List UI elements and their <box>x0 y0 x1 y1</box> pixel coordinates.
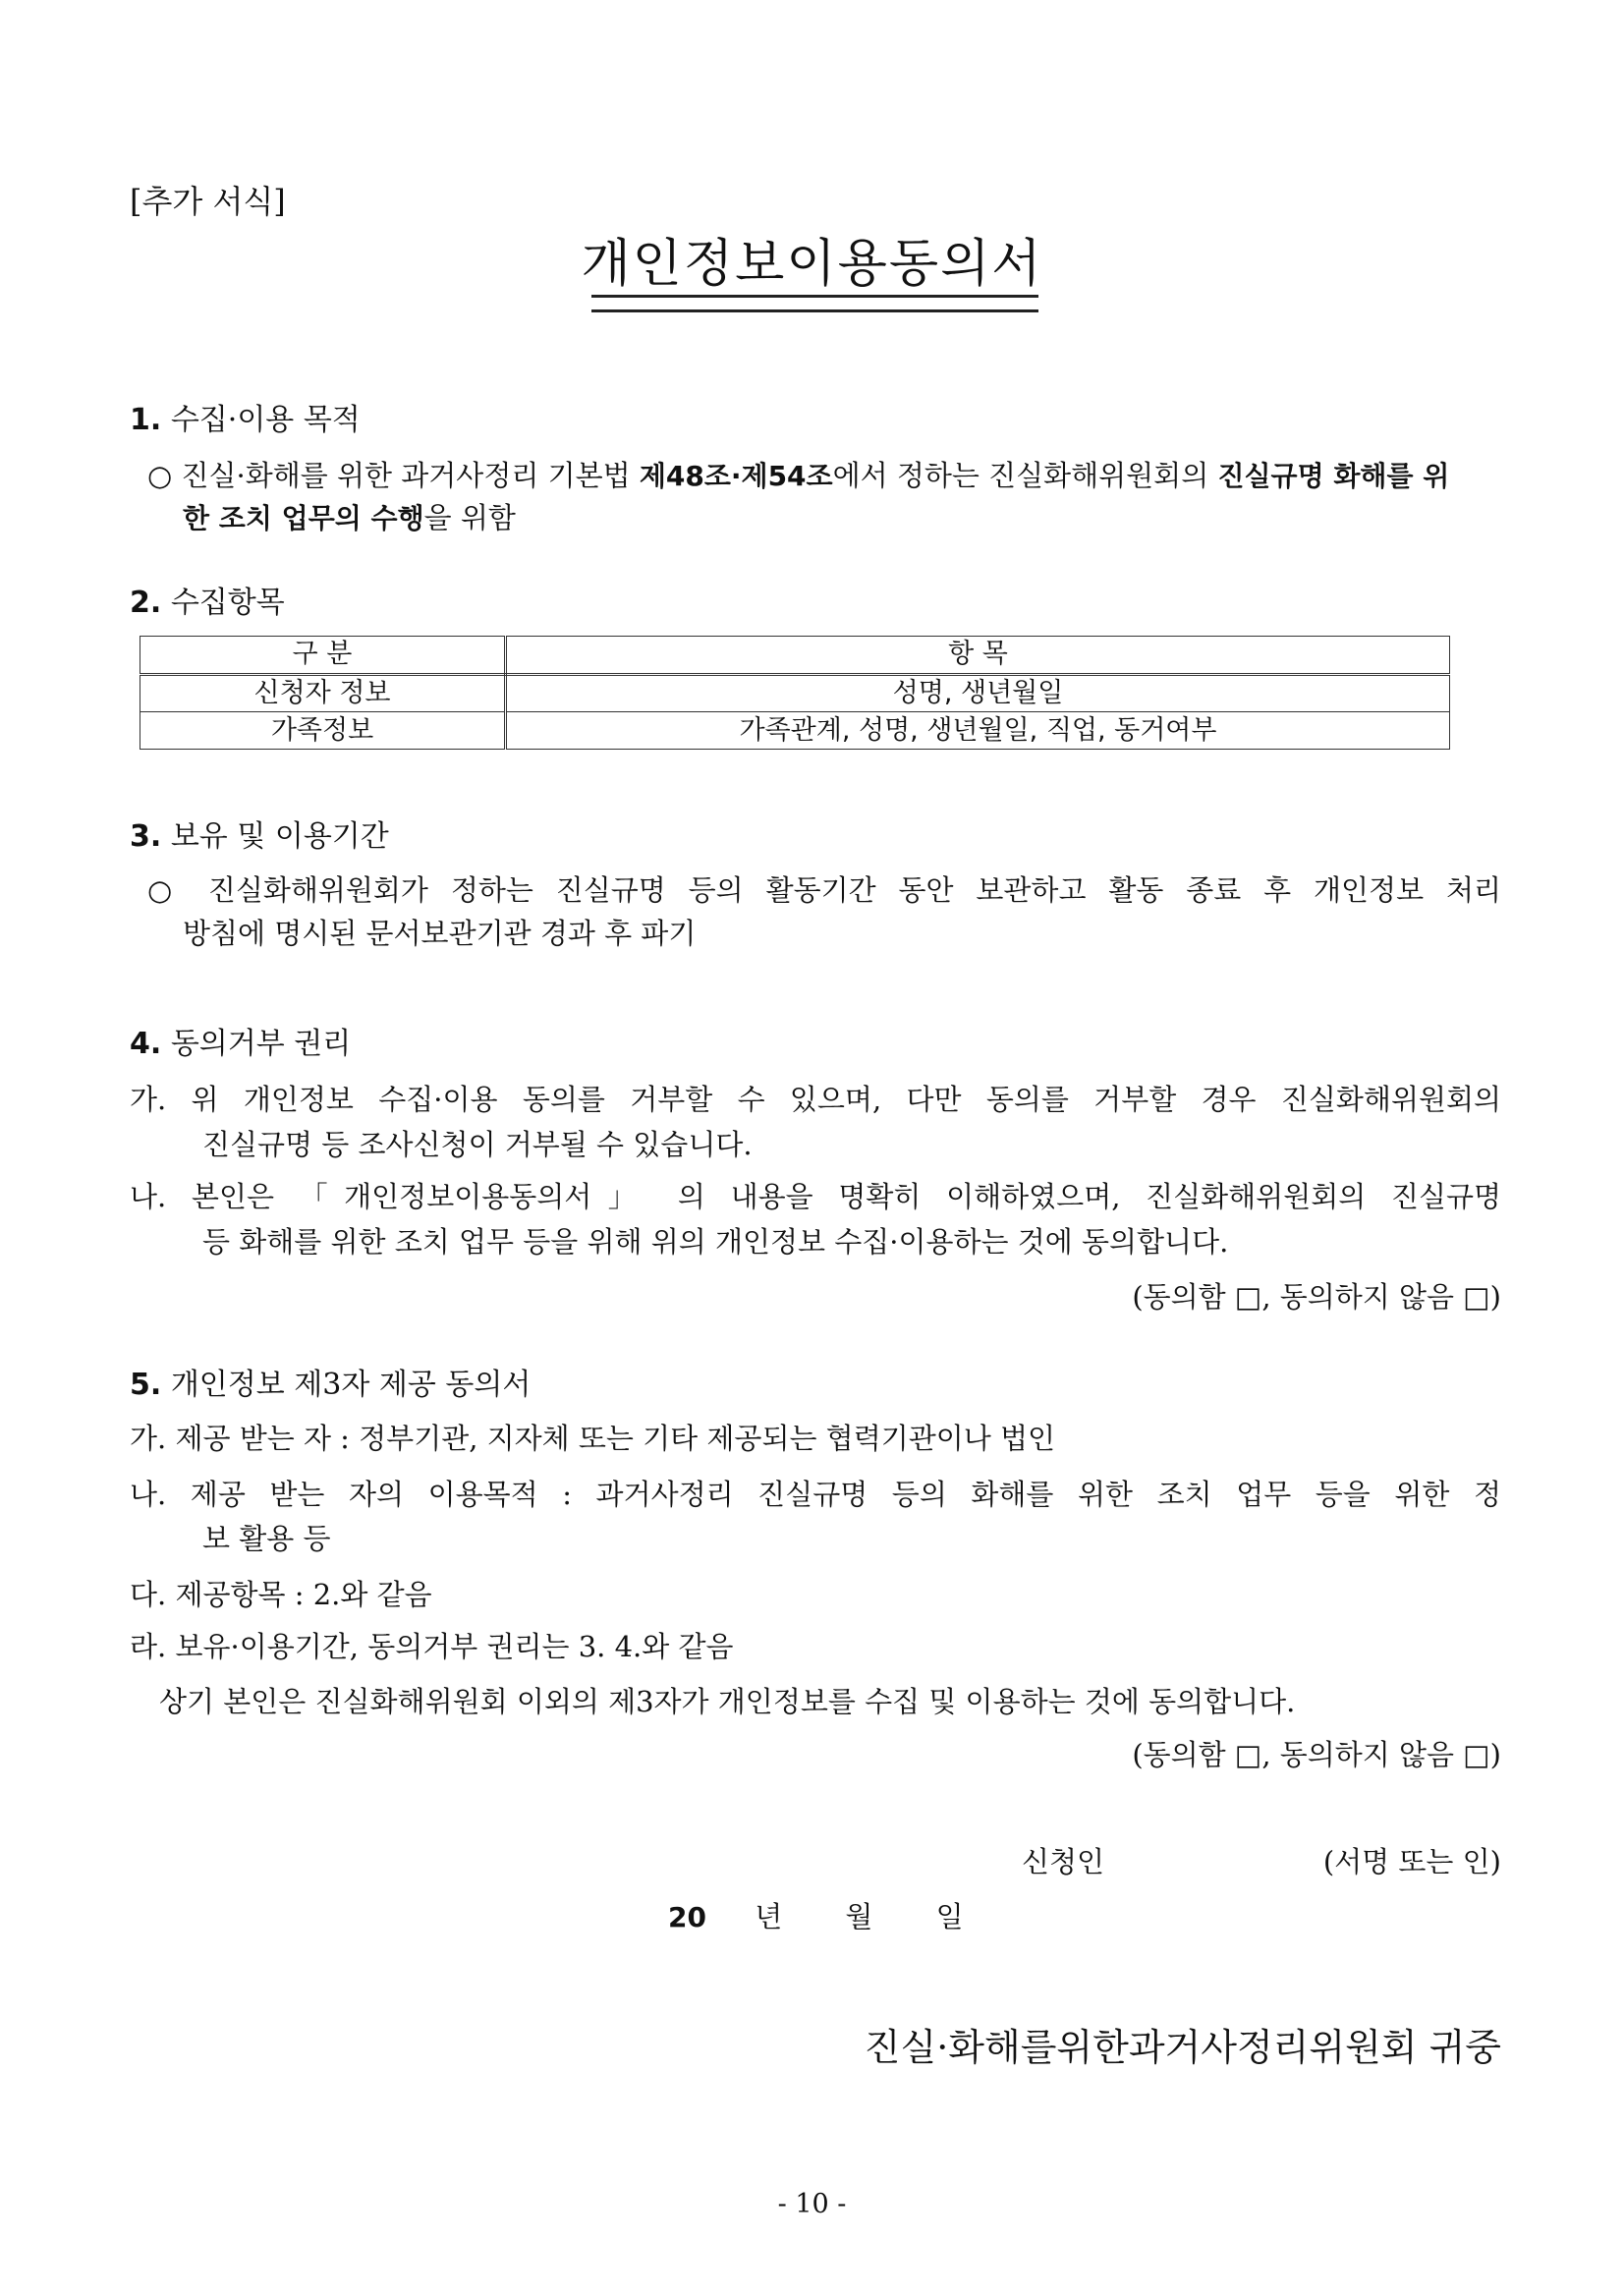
date-line <box>668 1895 964 1935</box>
section-4-item-ga-line-2: 진실규명 등 조사신청이 거부될 수 있습니다. <box>202 1128 753 1161</box>
date-month-unit: 월 <box>845 1900 873 1933</box>
purpose-bold-1: 진실규명 화해를 위 <box>1217 460 1450 492</box>
section-number: 5. <box>130 1368 162 1402</box>
section-title: 수집항목 <box>170 586 285 620</box>
section-title: 동의거부 권리 <box>170 1027 352 1061</box>
section-3-heading <box>130 812 389 855</box>
section-1-heading <box>130 395 361 438</box>
document-title: 개인정보이용동의서 <box>581 235 1043 294</box>
section-4-item-ga-line-1: 가. 위 개인정보 수집·이용 동의를 거부할 수 있으며, 다만 동의를 거부할 경우 진실화해위원회의 <box>130 1083 1501 1116</box>
section-5-heading <box>130 1360 531 1403</box>
section-5-item-na-line-1: 나. 제공 받는 자의 이용목적 : 과거사정리 진실규명 등의 화해를 위한 조치 업무 등을 위한 정 <box>130 1478 1501 1511</box>
section-1-line-2: 한 조치 업무의 수행을 위함 <box>183 501 516 534</box>
section-number: 4. <box>130 1027 162 1061</box>
recipient-line: 진실·화해를위한과거사정리위원회 귀중 <box>864 2026 1501 2069</box>
section-1-line-1: ○ 진실·화해를 위한 과거사정리 기본법 제48조·제54조에서 정하는 진실화해위원회의 진실규명 화해를 위 <box>147 459 1450 492</box>
law-articles: 제48조·제54조 <box>639 460 833 492</box>
title-double-underline <box>591 295 1038 312</box>
applicant-label: 신청인 <box>1022 1845 1105 1878</box>
section-5-item-na-line-2: 보 활용 등 <box>202 1522 331 1555</box>
section-3-line-1: ○ 진실화해위원회가 정하는 진실규명 등의 활동기간 동안 보관하고 활동 종료 후 개인정보 처리 <box>147 873 1501 907</box>
section-5-item-ra: 라. 보유·이용기간, 동의거부 권리는 3. 4.와 같음 <box>130 1630 734 1663</box>
page-number: - 10 - <box>777 2189 847 2219</box>
section-number: 2. <box>130 586 162 620</box>
table-cell: 성명, 생년월일 <box>506 674 1450 712</box>
table-row <box>140 674 1450 712</box>
table-cell: 신청자 정보 <box>140 674 506 712</box>
table-header-cell: 구 분 <box>140 637 506 675</box>
section-5-item-ga: 가. 제공 받는 자 : 정부기관, 지자체 또는 기타 제공되는 협력기관이나 법인 <box>130 1422 1056 1455</box>
section-4-heading <box>130 1019 351 1062</box>
section-number: 1. <box>130 403 162 437</box>
signature-field[interactable]: (서명 또는 인) <box>1322 1845 1501 1878</box>
third-party-consent-checkbox-line[interactable]: (동의함 □, 동의하지 않음 □) <box>1132 1738 1501 1771</box>
section-title: 수집·이용 목적 <box>170 403 361 437</box>
section-title: 보유 및 이용기간 <box>170 819 389 854</box>
date-year-prefix: 20 <box>668 1901 706 1933</box>
table-row <box>140 712 1450 750</box>
purpose-bold-2: 한 조치 업무의 수행 <box>183 502 424 534</box>
section-5-summary: 상기 본인은 진실화해위원회 이외의 제3자가 개인정보를 수집 및 이용하는 것에 동의합니다. <box>159 1685 1296 1718</box>
section-2-heading <box>130 578 285 621</box>
section-3-line-2: 방침에 명시된 문서보관기관 경과 후 파기 <box>183 917 697 950</box>
section-4-item-na-line-2: 등 화해를 위한 조치 업무 등을 위해 위의 개인정보 수집·이용하는 것에 동의합니다. <box>202 1225 1229 1259</box>
section-5-item-da: 다. 제공항목 : 2.와 같음 <box>130 1578 432 1611</box>
collection-items-table <box>140 636 1450 750</box>
section-title: 개인정보 제3자 제공 동의서 <box>170 1368 532 1402</box>
date-day-unit: 일 <box>935 1900 964 1933</box>
consent-checkbox-line[interactable]: (동의함 □, 동의하지 않음 □) <box>1132 1280 1501 1314</box>
table-cell: 가족정보 <box>140 712 506 750</box>
table-header-row <box>140 637 1450 675</box>
table-header-cell: 항 목 <box>506 637 1450 675</box>
table-cell: 가족관계, 성명, 생년월일, 직업, 동거여부 <box>506 712 1450 750</box>
section-4-item-na-line-1: 나. 본인은 「개인정보이용동의서」 의 내용을 명확히 이해하였으며, 진실화해위원회의 진실규명 <box>130 1180 1501 1213</box>
date-year-unit: 년 <box>755 1900 783 1933</box>
section-number: 3. <box>130 819 162 854</box>
form-tag: [추가 서식] <box>130 183 286 220</box>
